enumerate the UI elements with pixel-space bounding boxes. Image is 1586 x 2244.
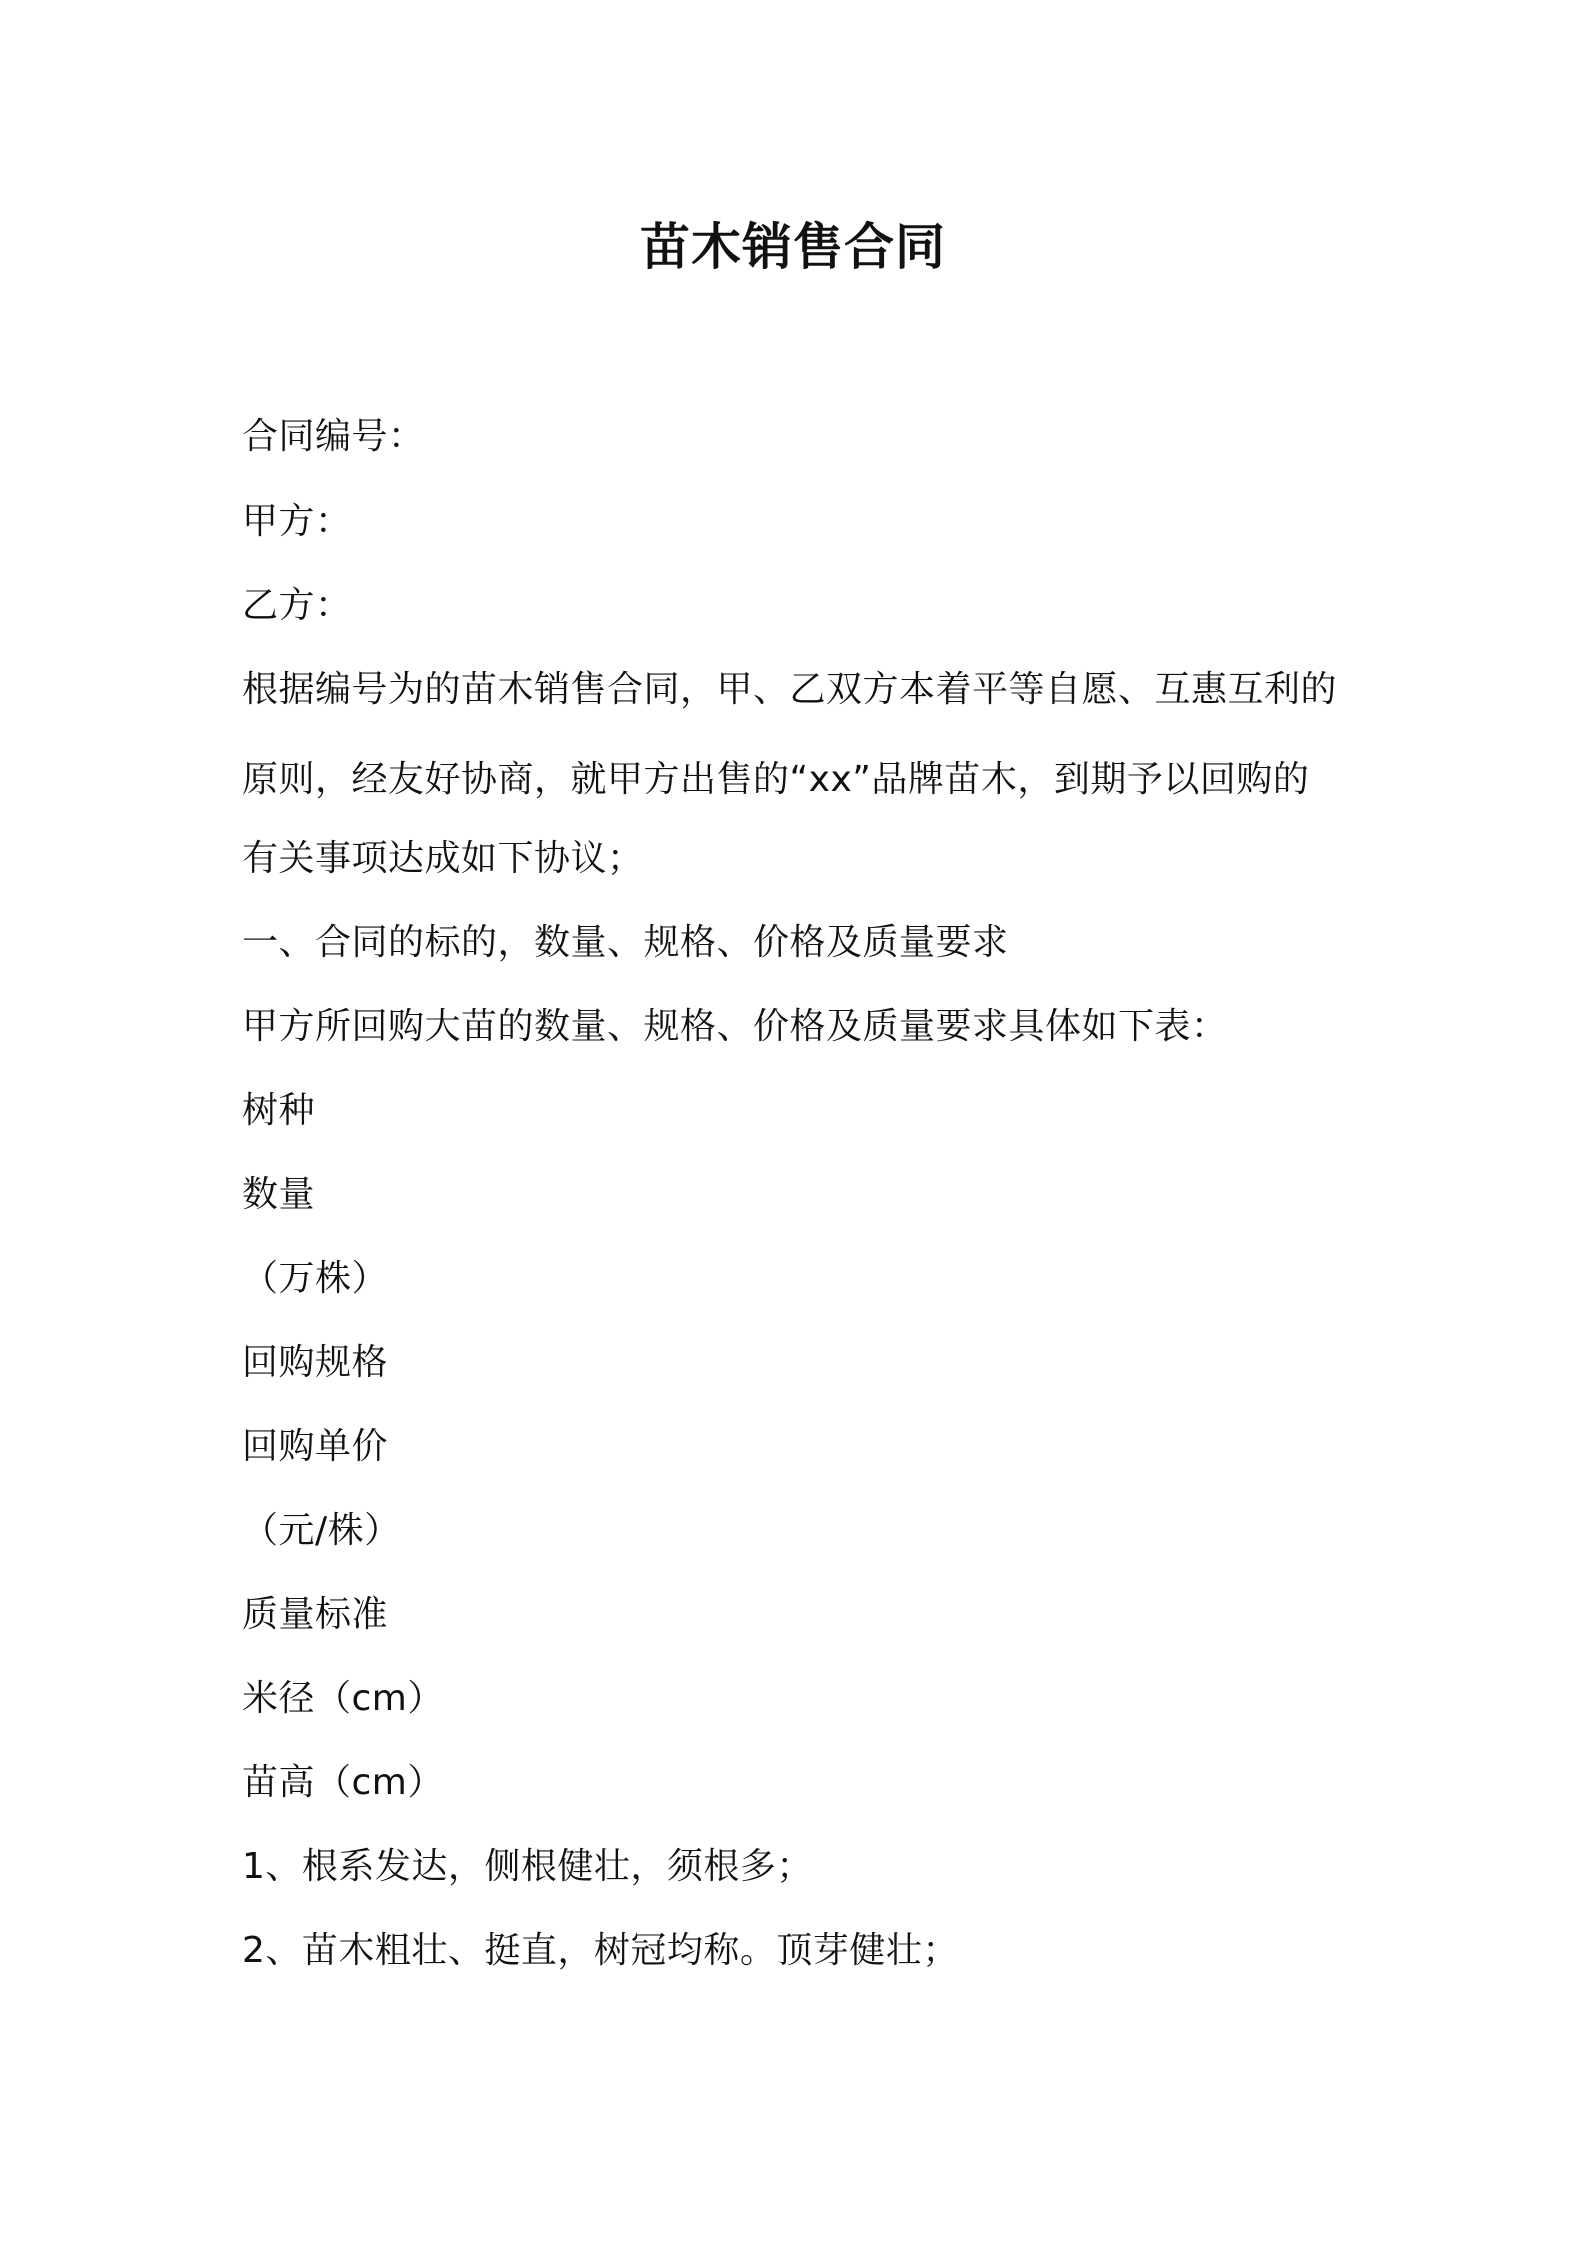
table-intro: 甲方所回购大苗的数量、规格、价格及质量要求具体如下表： [242, 1006, 1228, 1047]
quality-item-2: 2、苗木粗壮、挺直，树冠均称。顶芽健壮； [242, 1930, 959, 1971]
preamble-line-3: 有关事项达成如下协议； [242, 838, 644, 879]
table-header-height: 苗高（cm） [242, 1762, 444, 1803]
preamble-line-2: 原则，经友好协商，就甲方出售的“xx”品牌苗木，到期予以回购的 [242, 759, 1310, 800]
party-a-label: 甲方： [242, 501, 352, 542]
table-header-diameter: 米径（cm） [242, 1678, 444, 1719]
table-header-quantity: 数量 [242, 1174, 316, 1215]
contract-number-label: 合同编号： [242, 416, 425, 457]
preamble-line-1: 根据编号为的苗木销售合同，甲、乙双方本着平等自愿、互惠互利的 [242, 669, 1338, 710]
section-heading-1: 一、合同的标的，数量、规格、价格及质量要求 [242, 922, 1009, 963]
table-header-quantity-unit: （万株） [242, 1258, 389, 1299]
table-header-price: 回购单价 [242, 1426, 389, 1467]
table-header-species: 树种 [242, 1090, 316, 1131]
document-title: 苗木销售合同 [640, 218, 946, 276]
quality-item-1: 1、根系发达，侧根健壮，须根多； [242, 1846, 813, 1887]
table-header-price-unit: （元/株） [242, 1510, 401, 1551]
table-header-spec: 回购规格 [242, 1342, 389, 1383]
table-header-quality: 质量标准 [242, 1594, 389, 1635]
party-b-label: 乙方： [242, 585, 352, 626]
